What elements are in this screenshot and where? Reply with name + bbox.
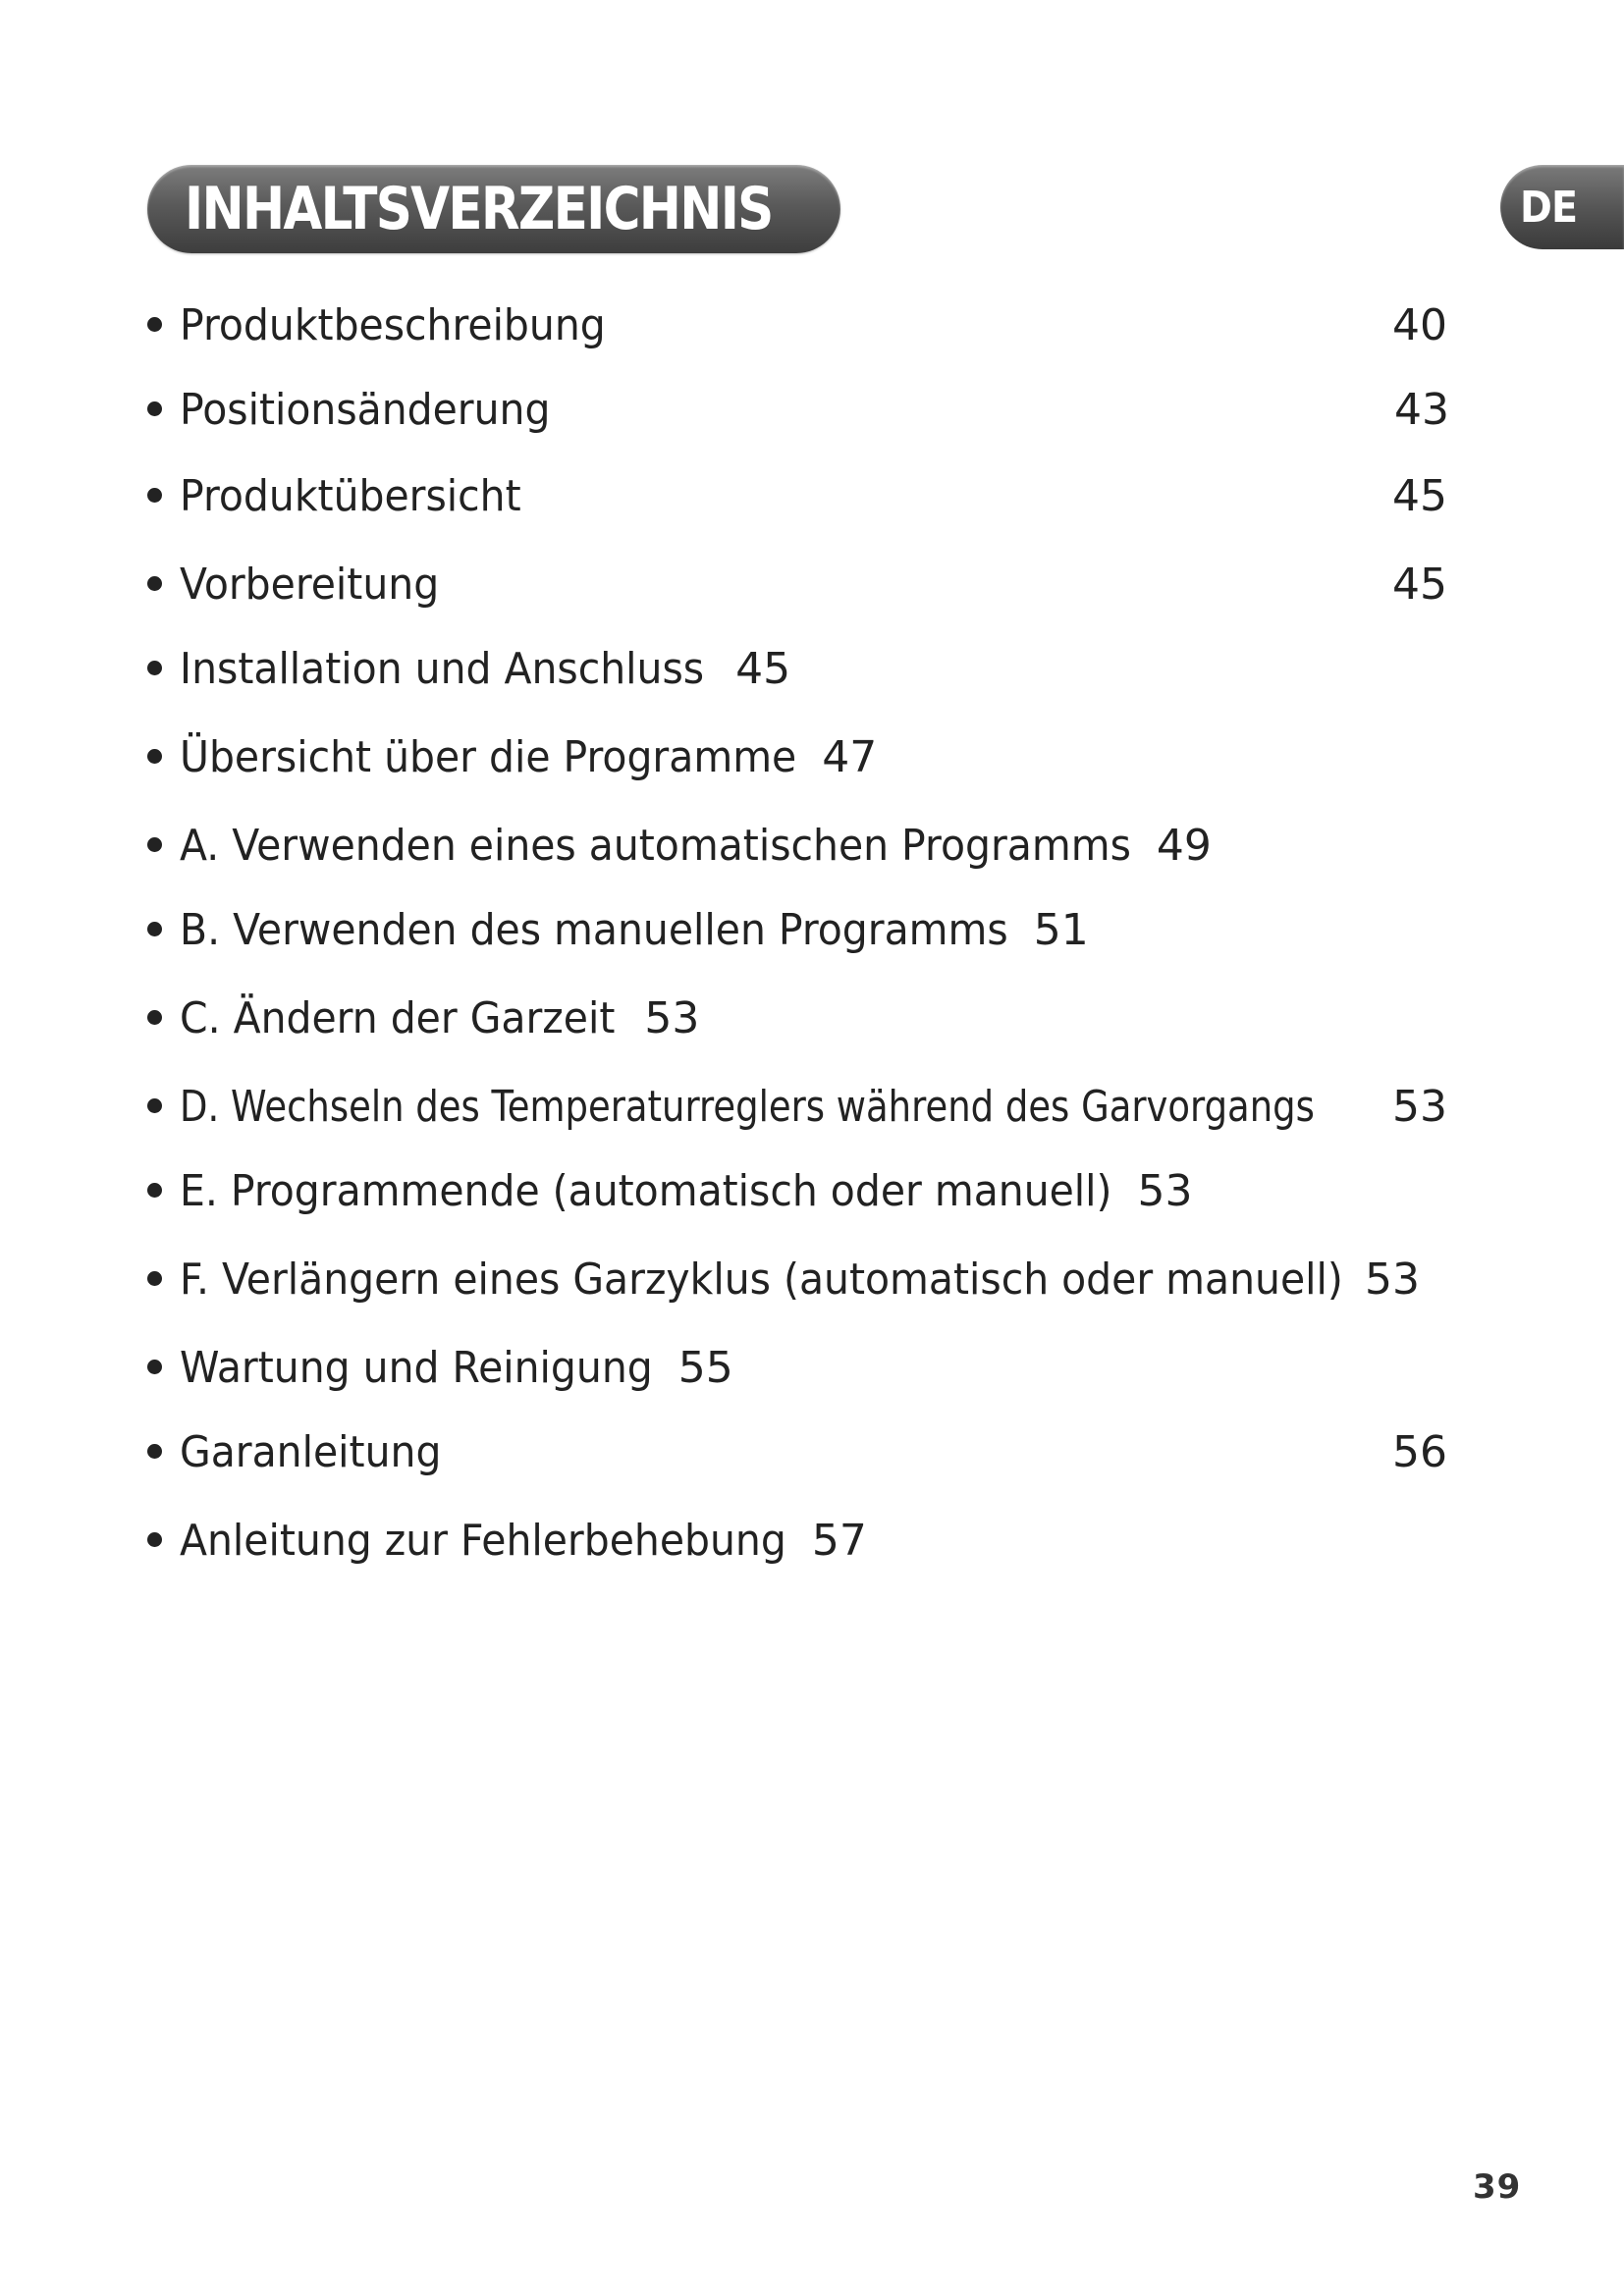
toc-entry-title: Positionsänderung: [180, 385, 551, 435]
toc-entry[interactable]: [147, 1339, 733, 1398]
bullet-icon: [147, 1183, 162, 1198]
page-title: INHALTSVERZEICHNIS: [185, 175, 773, 243]
toc-entry-page: 55: [677, 1343, 733, 1393]
toc-entry[interactable]: [147, 296, 637, 355]
toc-entry[interactable]: [147, 728, 877, 787]
toc-entry-title: Vorbereitung: [180, 560, 440, 610]
bullet-icon: [147, 1271, 162, 1286]
toc-entry-title: A. Verwenden eines automatischen Programms: [180, 821, 1131, 871]
toc-entry-page: 43: [1394, 385, 1449, 435]
toc-entry-title: B. Verwenden des manuellen Programms: [180, 905, 1008, 955]
toc-entry-title: E. Programmende (automatisch oder manuell): [180, 1166, 1112, 1216]
toc-entry-page: 47: [822, 732, 878, 782]
toc-entry-page: 45: [1392, 471, 1447, 521]
page-number: 39: [1473, 2167, 1522, 2207]
bullet-icon: [147, 1360, 162, 1374]
toc-entry-page: 53: [1365, 1255, 1420, 1305]
toc-entry-title: C. Ändern der Garzeit: [180, 993, 616, 1043]
language-code: DE: [1520, 182, 1578, 233]
bullet-icon: [147, 1444, 162, 1459]
toc-entry-page: 57: [811, 1516, 867, 1566]
toc-entry-title: Übersicht über die Programme: [180, 732, 797, 782]
toc-entry-page: 53: [1137, 1166, 1193, 1216]
bullet-icon: [147, 401, 162, 416]
toc-entry-title: D. Wechseln des Temperaturreglers während des Garvorgangs: [180, 1082, 1315, 1132]
toc-entry-title: Produktübersicht: [180, 471, 521, 521]
toc-entry-page: 51: [1033, 905, 1089, 955]
bullet-icon: [147, 837, 162, 852]
toc-entry[interactable]: [147, 467, 547, 526]
toc-entry-title: Installation und Anschluss: [180, 644, 705, 694]
toc-entry[interactable]: [147, 1512, 867, 1571]
toc-entry[interactable]: [147, 1162, 1193, 1221]
toc-entry-title: F. Verlängern eines Garzyklus (automatisch oder manuell): [180, 1255, 1343, 1305]
toc-entry[interactable]: [147, 1078, 1531, 1137]
toc-entry[interactable]: [147, 989, 699, 1048]
bullet-icon: [147, 1010, 162, 1025]
bullet-icon: [147, 1532, 162, 1547]
toc-entry-page: 53: [644, 993, 700, 1043]
toc-entry-title: Produktbeschreibung: [180, 300, 606, 350]
bullet-icon: [147, 576, 162, 591]
toc-entry-page: 56: [1392, 1427, 1447, 1477]
toc-entry[interactable]: [147, 1251, 1431, 1309]
toc-entry-page: 53: [1392, 1082, 1447, 1132]
bullet-icon: [147, 317, 162, 332]
toc-entry-page: 45: [1392, 560, 1447, 610]
bullet-icon: [147, 749, 162, 764]
toc-entry-title: Wartung und Reinigung: [180, 1343, 653, 1393]
bullet-icon: [147, 661, 162, 675]
bullet-icon: [147, 1098, 162, 1113]
bullet-icon: [147, 922, 162, 936]
toc-entry-title: Anleitung zur Fehlerbehebung: [180, 1516, 786, 1566]
toc-entry-page: 45: [735, 644, 791, 694]
toc-entry-title: Garanleitung: [180, 1427, 442, 1477]
toc-entry[interactable]: [147, 1423, 460, 1482]
toc-entry[interactable]: [147, 640, 790, 699]
toc-entry[interactable]: [147, 381, 578, 440]
bullet-icon: [147, 488, 162, 503]
toc-entry-page: 40: [1392, 300, 1447, 350]
toc-entry[interactable]: [147, 817, 1212, 876]
toc-entry[interactable]: [147, 901, 1089, 960]
toc-entry-page: 49: [1156, 821, 1212, 871]
toc-entry[interactable]: [147, 556, 459, 614]
